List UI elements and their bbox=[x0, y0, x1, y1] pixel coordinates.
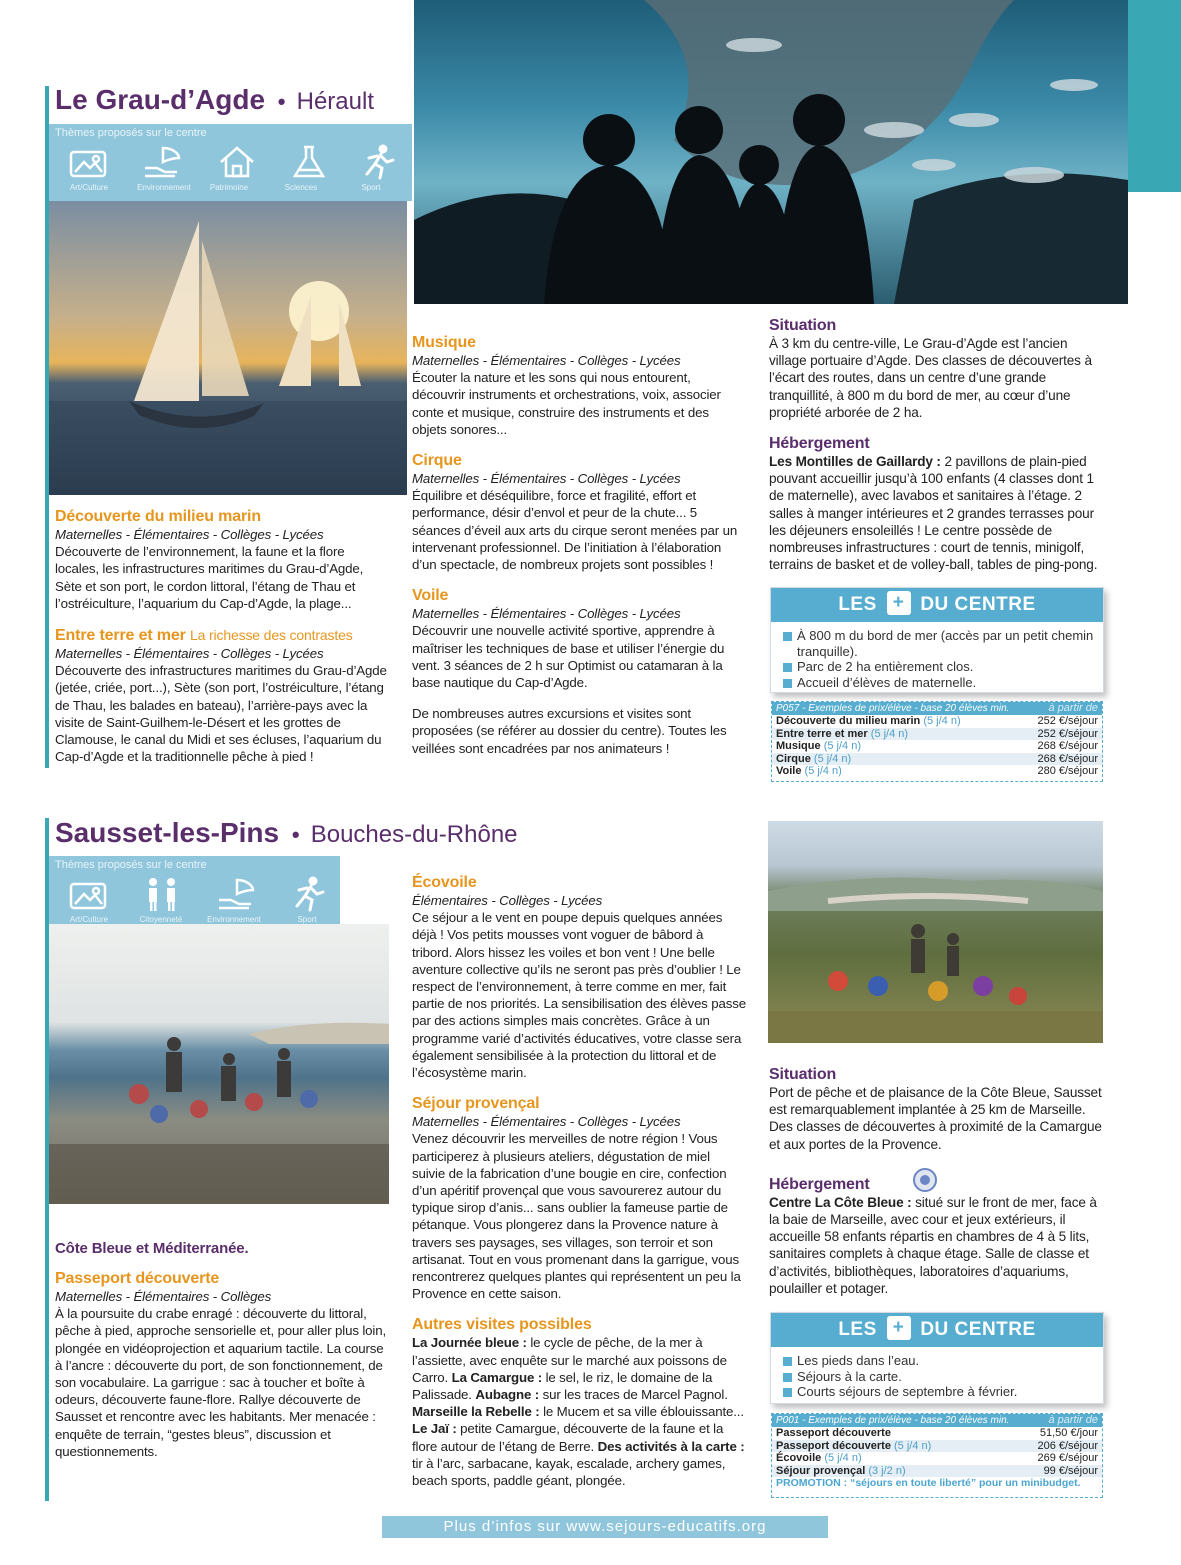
theme-label: Environnement bbox=[207, 915, 261, 924]
sciences-icon bbox=[287, 144, 331, 180]
page-title: Sausset-les-Pins • Bouches-du-Rhône bbox=[55, 817, 518, 848]
price-duration: (3 j/2 n) bbox=[868, 1464, 906, 1477]
price-from: à partir de bbox=[1048, 1414, 1098, 1426]
price-name: Écovoile bbox=[776, 1452, 822, 1465]
price-value: 252 €/séjour bbox=[1037, 715, 1098, 727]
price-name: Découverte du milieu marin bbox=[776, 715, 921, 727]
price-value: 99 €/séjour bbox=[1043, 1464, 1098, 1477]
visit-text: le sel, le riz, le domaine de la Palissade. bbox=[412, 1369, 713, 1403]
column-right-grau bbox=[769, 317, 1105, 573]
accommodation-description: 2 pavillons de plain-pied pouvant accueillir jusqu’à 100 enfants (4 classes dont 1 de maternelle), avec lavabos et sanitaires à l’étage. 2 salles à manger intérieures et 2 grandes terrasses pour les déjeuners ensoleillés ! Le centre possède de nombreuses infrastructures : court de tennis, minigolf, terrains de basket et de volley-ball, tables de ping-pong. bbox=[769, 454, 1098, 573]
citizenship-icon bbox=[141, 876, 185, 912]
price-name: Passeport découverte bbox=[776, 1439, 891, 1452]
accommodation-name: Centre La Côte Bleue : bbox=[769, 1194, 912, 1210]
price-duration: (5 j/4 n) bbox=[804, 765, 842, 778]
price-row bbox=[772, 715, 1102, 728]
column-middle-sausset bbox=[412, 874, 746, 1489]
sport-icon bbox=[355, 144, 399, 180]
theme-label: Sciences bbox=[284, 183, 318, 192]
region-name: Bouches-du-Rhône bbox=[310, 821, 518, 848]
promotion-note: PROMOTION : “séjours en toute liberté” pour un minibudget. bbox=[776, 1477, 1081, 1490]
footer-link[interactable]: Plus d’infos sur www.sejours-educatifs.org bbox=[443, 1518, 767, 1535]
visit-name: La Camargue : bbox=[451, 1369, 543, 1385]
price-name: Cirque bbox=[776, 752, 811, 765]
price-value: 268 €/séjour bbox=[1037, 752, 1098, 765]
price-row bbox=[772, 753, 1102, 766]
sport-icon bbox=[285, 876, 329, 912]
visit-text: petite Camargue, découverte de la faune et la flore autour de l’étang de Berre. bbox=[412, 1421, 724, 1454]
visit-name: Aubagne : bbox=[475, 1387, 540, 1403]
activity-title: Écovoile bbox=[412, 874, 477, 891]
price-value: 206 €/séjour bbox=[1037, 1439, 1098, 1452]
theme-label: Environnement bbox=[137, 183, 191, 192]
themes-title: Thèmes proposés sur le centre bbox=[55, 127, 207, 139]
price-value: 280 €/séjour bbox=[1037, 765, 1098, 778]
activity-levels: Élémentaires - Collèges - Lycées bbox=[412, 893, 603, 908]
column-middle-grau bbox=[412, 334, 742, 757]
price-name: Passeport découverte bbox=[776, 1427, 891, 1439]
activity-description: Venez découvrir les merveilles de notre région ! Vous participerez à plusieurs ateliers, dégustation de miel suivie de la fabrication d’une bougie en cire, confection d’un apéritif provençal que vous savourerez autour du typique sirop d’anis... sans oublier la fameuse partie de pétanque. Vous plongerez dans la Provence nature à travers ses paysages, ses villages, son terroir et son artisanat. Tout en vous promenant dans la garrigue, vous rencontrerez quelques plantes qui représentent un peu la Provence en cette saison. bbox=[412, 1131, 741, 1302]
activity-levels: Maternelles - Élémentaires - Collèges - Lycées bbox=[55, 527, 324, 542]
highlight-item: Parc de 2 ha entièrement clos. bbox=[783, 659, 1103, 675]
sailing-photo bbox=[49, 201, 407, 495]
activity-description: Écouter la nature et les sons qui nous entourent, découvrir instruments et orchestrations, voix, associer conte et musique, construire des instruments et des objets sonores... bbox=[412, 370, 721, 437]
price-duration: (5 j/4 n) bbox=[894, 1439, 932, 1452]
theme-label: Art/Culture bbox=[69, 183, 109, 192]
environment-icon bbox=[215, 876, 259, 912]
activity-description: Découverte de l’environnement, la faune et la flore locales, les infrastructures maritimes du Grau-d’Agde, Sète et son port, le cordon littoral, l’étang de Thau et l’ostréiculture, l’aquarium du Cap-d’Agde, la plage... bbox=[55, 544, 364, 611]
price-duration: (5 j/4 n) bbox=[923, 715, 961, 727]
situation-text: À 3 km du centre-ville, Le Grau-d’Agde est l’ancien village portuaire d’Agde. Des classes de découvertes à l’écart des routes, dans un centre d’une grande tranquillité, à 800 m du bord de mer, au cœur d’une propriété arborée de 2 ha. bbox=[769, 336, 1092, 420]
plus-icon: + bbox=[887, 591, 911, 615]
activity-title: Autres visites possibles bbox=[412, 1316, 592, 1334]
shore-photo bbox=[49, 924, 389, 1204]
price-name: Voile bbox=[776, 765, 802, 778]
more-excursions-note: De nombreuses autres excursions et visites sont proposées (se référer au dossier du centre). Toutes les veillées sont encadrées par nos animateurs ! bbox=[412, 706, 727, 756]
header-centre: DU CENTRE bbox=[920, 594, 1036, 615]
theme-label: Citoyenneté bbox=[139, 915, 183, 924]
situation-title: Situation bbox=[769, 317, 837, 334]
price-header bbox=[772, 1414, 1102, 1427]
accommodation-name: Les Montilles de Gaillardy : bbox=[769, 454, 941, 470]
price-table bbox=[771, 1413, 1103, 1498]
activity-levels: Maternelles - Élémentaires - Collèges - Lycées bbox=[55, 646, 324, 662]
header-les: LES bbox=[838, 1319, 877, 1340]
art-culture-icon bbox=[67, 876, 111, 912]
visit-text: le cycle de pêche, de la mer à l’assiette, avec enquête sur le marché aux poissons de Carro. bbox=[412, 1335, 727, 1385]
price-name: Séjour provençal bbox=[776, 1464, 866, 1477]
accommodation-description: situé sur le front de mer, face à la baie de Marseille, avec cour et jeux extérieurs, il accueille 58 enfants répartis en chambres de 4 à 5 lits, sanitaires complets à chaque étage. Salle de classe et d’activités, bibliothèques, laboratoires d’aquariums, poulailler et potager. bbox=[769, 1194, 1097, 1296]
visits-list bbox=[412, 1334, 746, 1489]
accommodation-text bbox=[769, 453, 1105, 573]
visit-name: La Journée bleue : bbox=[412, 1335, 527, 1351]
activity-levels: Maternelles - Élémentaires - Collèges - Lycées bbox=[412, 606, 681, 622]
price-row bbox=[772, 728, 1102, 741]
price-row bbox=[772, 1427, 1102, 1440]
visit-name: Marseille la Rebelle : bbox=[412, 1404, 540, 1420]
price-duration: (5 j/4 n) bbox=[823, 740, 861, 753]
art-culture-icon bbox=[67, 144, 111, 180]
price-header-text: P057 - Exemples de prix/élève - base 20 élèves min. bbox=[776, 703, 1010, 714]
visit-text: tir à l’arc, sarbacane, kayak, escalade, archery games, beach sports, paddle géant, plongée. bbox=[412, 1455, 726, 1489]
activity-description: Découverte des infrastructures maritimes du Grau-d’Agde (jetée, criée, port...), Sète (son port, l’ostréiculture, l’étang de Thau, les balades en bateau), l’arrière-pays avec la visite de Saint-Guilhem-le-Désert et les grottes de Clamouse, le canal du Midi et ses écluses, l’aquarium du Cap-d’Agde et la traditionnelle pêche à pied ! bbox=[55, 663, 387, 765]
price-table bbox=[771, 701, 1103, 782]
label-badge-icon bbox=[912, 1167, 938, 1193]
page-corner-strip bbox=[1128, 76, 1181, 192]
activity-description: Équilibre et déséquilibre, force et fragilité, effort et performance, désir d’envol et peur de la chute... 5 séances d’éveil aux arts du cirque seront menées par un intervenant professionnel. De l’initiation à l’élaboration d’un spectacle, de nombreux projets sont possibles ! bbox=[412, 488, 738, 573]
situation-text: Port de pêche et de plaisance de la Côte Bleue, Sausset est remarquablement implantée à 25 km de Marseille. Des classes de découvertes à proximité de la Camargue et aux portes de la Provence. bbox=[769, 1085, 1102, 1152]
price-name: Musique bbox=[776, 740, 821, 753]
price-value: 269 €/séjour bbox=[1037, 1452, 1098, 1465]
environment-icon bbox=[141, 144, 185, 180]
activity-title: Découverte du milieu marin bbox=[55, 508, 261, 525]
highlight-item: Courts séjours de septembre à février. bbox=[783, 1384, 1103, 1400]
column-right-sausset bbox=[769, 1066, 1105, 1297]
visit-text: le Mucem et sa ville éblouissante... bbox=[543, 1404, 744, 1420]
activity-title: Voile bbox=[412, 587, 449, 605]
highlight-item: À 800 m du bord de mer (accès par un petit chemin tranquille). bbox=[783, 628, 1103, 659]
highlight-item: Séjours à la carte. bbox=[783, 1369, 1103, 1385]
region-name: Hérault bbox=[296, 88, 374, 115]
highlights-header bbox=[771, 1313, 1103, 1347]
highlights-header bbox=[771, 588, 1103, 622]
aquarium-photo bbox=[414, 0, 1128, 304]
activity-title: Séjour provençal bbox=[412, 1095, 540, 1113]
theme-label: Sport bbox=[361, 183, 381, 192]
column-left-grau bbox=[55, 508, 387, 765]
price-value: 51,50 €/jour bbox=[1039, 1427, 1098, 1439]
activity-description: Ce séjour a le vent en poupe depuis quelques années déjà ! Vos petits mousses vont voguer de bâbord à tribord. Alors hissez les voiles et bon vent ! Une belle aventure collective qu’ils ne seront pas près d’oublier ! Le respect de l’environnement, à terre comme en mer, fait partie de nos priorités. La sensibilisation des élèves passe par des actions simples mais concrètes. Grâce à un programme varié d’activités éducatives, votre classe sera également sensibilisée à la protection du littoral et de l’écosystème marin. bbox=[412, 910, 746, 1081]
price-duration: (5 j/4 n) bbox=[813, 752, 852, 765]
activity-levels: Maternelles - Élémentaires - Collèges bbox=[55, 1289, 272, 1304]
price-duration: (5 j/4 n) bbox=[870, 727, 909, 740]
page-title: Le Grau-d’Agde • Hérault bbox=[55, 84, 374, 115]
header-les: LES bbox=[838, 594, 877, 615]
price-value: 268 €/séjour bbox=[1037, 740, 1098, 753]
activity-title-main: Entre terre et mer bbox=[55, 627, 186, 645]
price-header bbox=[772, 702, 1102, 715]
theme-label: Sport bbox=[297, 915, 317, 924]
center-highlights-box bbox=[770, 587, 1104, 693]
photo-caption: Côte Bleue et Méditerranée. bbox=[55, 1240, 249, 1257]
heritage-icon bbox=[215, 144, 259, 180]
highlight-item: Les pieds dans l’eau. bbox=[783, 1353, 1103, 1369]
activity-levels: Maternelles - Élémentaires - Collèges - Lycées bbox=[412, 471, 681, 487]
visit-name: Des activités à la carte : bbox=[597, 1438, 745, 1454]
accommodation-title-text: Hébergement bbox=[769, 1175, 870, 1193]
footer-banner[interactable] bbox=[382, 1516, 828, 1538]
accommodation-text bbox=[769, 1194, 1105, 1297]
price-row bbox=[772, 740, 1102, 753]
price-from: à partir de bbox=[1048, 702, 1098, 714]
visit-name: Le Jaï : bbox=[412, 1421, 457, 1437]
activity-title: Musique bbox=[412, 334, 476, 351]
activity-title: Passeport découverte bbox=[55, 1270, 220, 1287]
themes-bar bbox=[49, 124, 412, 201]
price-duration: (5 j/4 n) bbox=[824, 1452, 862, 1465]
accommodation-title bbox=[769, 1167, 1105, 1194]
theme-label: Art/Culture bbox=[69, 915, 109, 924]
price-header-text: P001 - Exemples de prix/élève - base 20 élèves min. bbox=[776, 1415, 1010, 1426]
themes-title: Thèmes proposés sur le centre bbox=[55, 859, 207, 871]
center-name: Le Grau-d’Agde bbox=[55, 84, 266, 115]
visit-text: sur les traces de Marcel Pagnol. bbox=[542, 1387, 728, 1403]
price-row bbox=[772, 765, 1102, 778]
activity-levels: Maternelles - Élémentaires - Collèges - Lycées bbox=[412, 1114, 681, 1130]
activity-description: Découvrir une nouvelle activité sportive, apprendre à maîtriser les techniques de base et utiliser l’énergie du vent. 3 séances de 2 h sur Optimist ou catamaran à la base nautique du Cap-d’Agde. bbox=[412, 623, 725, 691]
garrigue-photo bbox=[768, 821, 1103, 1043]
plus-icon: + bbox=[887, 1316, 911, 1340]
highlight-item: Accueil d’élèves de maternelle. bbox=[783, 675, 1103, 691]
activity-title: Cirque bbox=[412, 452, 462, 470]
header-centre: DU CENTRE bbox=[920, 1319, 1036, 1340]
situation-title: Situation bbox=[769, 1066, 837, 1083]
price-value: 252 €/séjour bbox=[1037, 727, 1098, 740]
activity-title bbox=[55, 626, 387, 645]
themes-bar bbox=[49, 856, 340, 933]
price-row bbox=[772, 1440, 1102, 1453]
activity-description: À la poursuite du crabe enragé : découverte du littoral, pêche à pied, approche sensorielle et, pour aller plus loin, plongée en vidéoprojection et aquarium tactile. La course à l’ancre : découverte du port, de son fonctionnement, de son vocabulaire. La garrigue : sac à toucher et boîte à odeurs, découverte faune-flore. Rallye découverte de Sausset et rencontre avec les habitants. Mer menacée : enquête de terrain, “gestes bleus”, discussion et questionnements. bbox=[55, 1306, 387, 1459]
theme-label: Patrimoine bbox=[209, 183, 249, 192]
price-row bbox=[772, 1465, 1102, 1478]
center-name: Sausset-les-Pins bbox=[55, 817, 280, 848]
price-row bbox=[772, 1452, 1102, 1465]
activity-subtitle: La richesse des contrastes bbox=[190, 627, 353, 644]
activity-levels: Maternelles - Élémentaires - Collèges - Lycées bbox=[412, 353, 681, 368]
center-highlights-box bbox=[770, 1312, 1104, 1404]
price-name: Entre terre et mer bbox=[776, 727, 868, 740]
column-left-sausset bbox=[55, 1240, 387, 1460]
accommodation-title: Hébergement bbox=[769, 435, 870, 453]
